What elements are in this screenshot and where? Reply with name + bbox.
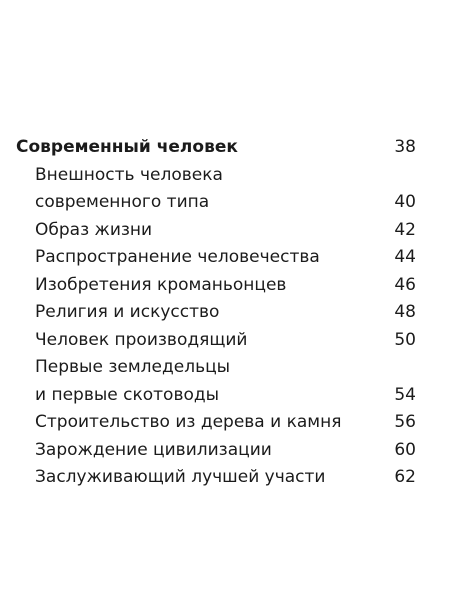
toc-entry-page-number: 54 <box>394 384 416 405</box>
table-of-contents <box>16 134 416 492</box>
toc-entry-page-number: 62 <box>394 467 416 487</box>
toc-entry-title: Изобретения кроманьонцев <box>35 274 287 295</box>
toc-entry-line: Первые земледельцы <box>35 357 231 377</box>
toc-entry-title: Распространение человечества <box>35 247 320 267</box>
toc-entry-page-number: 50 <box>394 329 416 350</box>
toc-entry-title: Заслуживающий лучшей участи <box>35 467 326 487</box>
toc-entry-page-number: 46 <box>394 274 416 295</box>
toc-entry-page-number: 40 <box>394 192 416 212</box>
toc-entry <box>16 327 416 355</box>
toc-entry-page-number: 56 <box>394 412 416 432</box>
section-page-number: 38 <box>394 137 416 157</box>
toc-entry-title: и первые скотоводы <box>35 384 220 405</box>
toc-entry <box>16 244 416 272</box>
toc-entry <box>16 299 416 327</box>
toc-entry-title: Религия и искусство <box>35 302 220 322</box>
toc-entry <box>16 272 416 300</box>
toc-entry-title: Строительство из дерева и камня <box>35 412 342 432</box>
toc-entry <box>16 437 416 465</box>
section-title: Современный человек <box>16 137 238 157</box>
toc-entry-title: Человек производящий <box>35 329 248 350</box>
toc-entry <box>16 217 416 245</box>
toc-entry-page-number: 48 <box>394 302 416 322</box>
toc-section-heading <box>16 134 416 162</box>
toc-entry-page-number: 44 <box>394 247 416 267</box>
toc-entry <box>16 382 416 410</box>
toc-entry-page-number: 42 <box>394 219 416 240</box>
toc-entry-page-number: 60 <box>394 439 416 460</box>
toc-entry <box>16 409 416 437</box>
toc-entry-title: Образ жизни <box>35 219 153 240</box>
toc-entry-title: современного типа <box>35 192 210 212</box>
toc-entry <box>16 464 416 492</box>
toc-entry-line: Внешность человека <box>35 164 223 185</box>
toc-entry <box>16 189 416 217</box>
toc-entry-title: Зарождение цивилизации <box>35 439 272 460</box>
